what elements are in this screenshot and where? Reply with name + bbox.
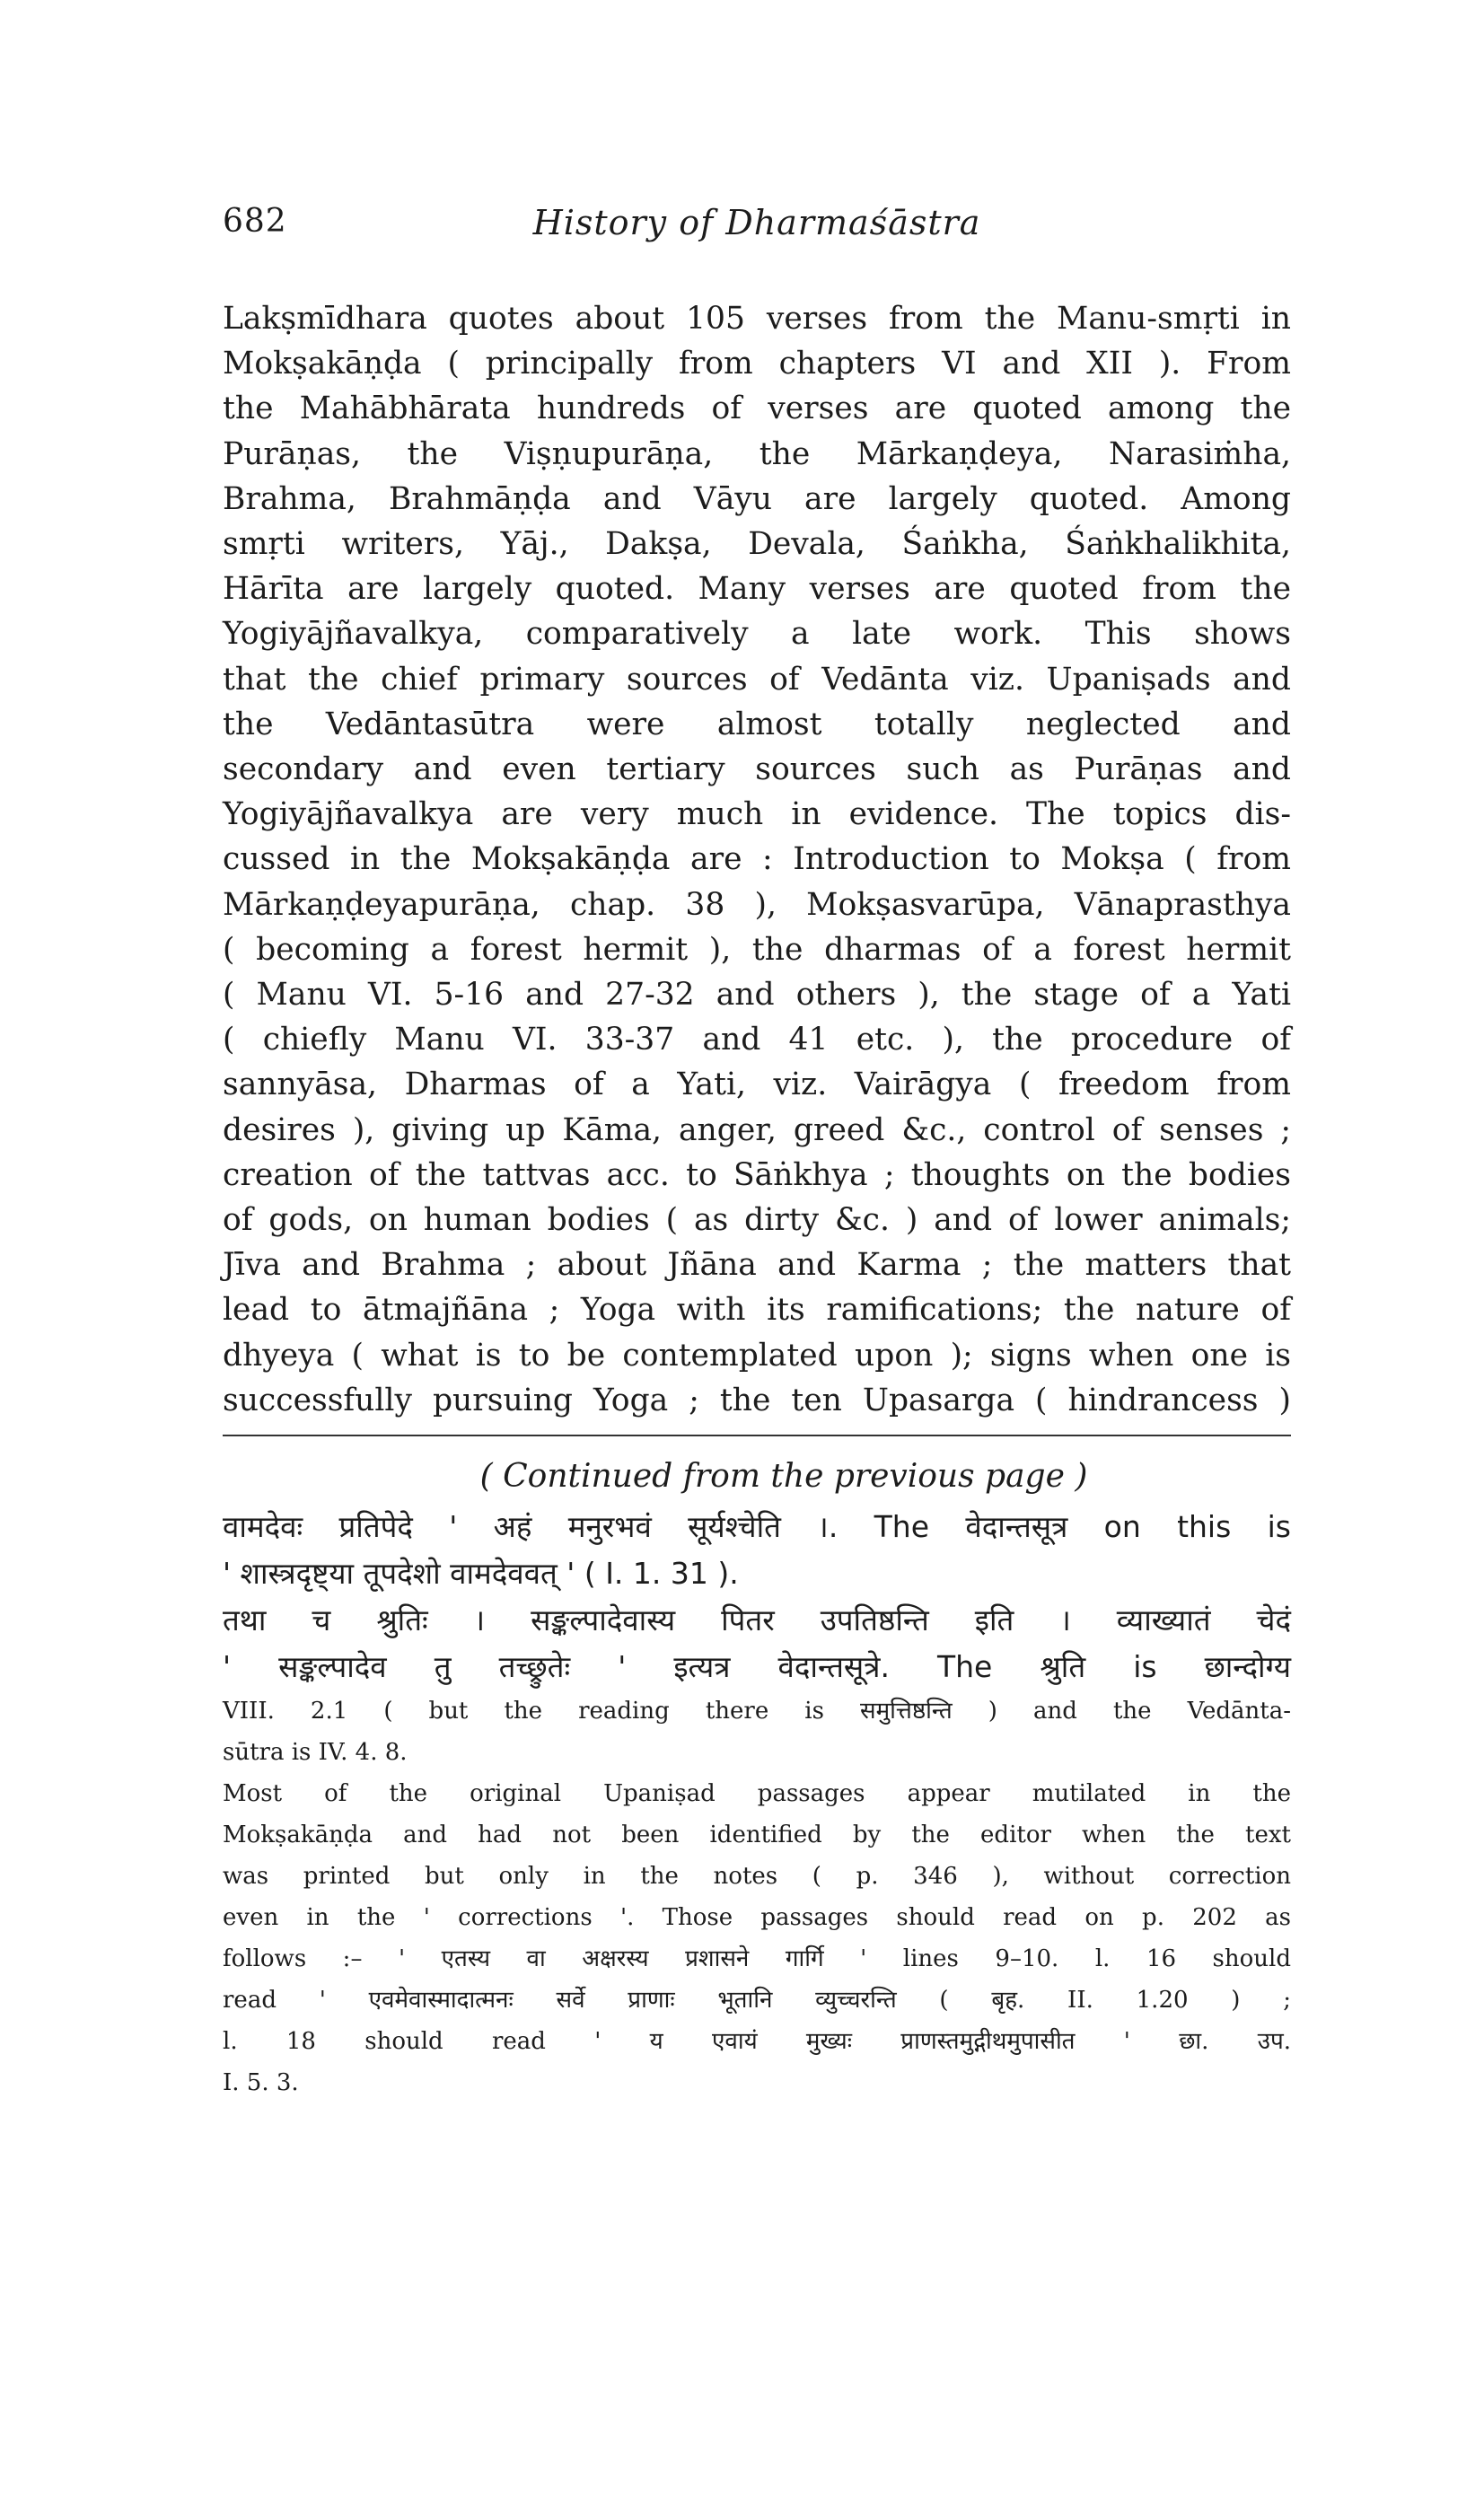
page-header <box>223 203 1291 257</box>
footnote-line: I. 5. 3. <box>223 2069 299 2096</box>
running-title: History of Dharmaśāstra <box>532 203 981 242</box>
footnote-line: VIII. 2.1 ( but the reading there is समुत्तिष्ठन्ति ) and the Vedānta- <box>223 1698 1291 1725</box>
footnote-line: Mokṣakāṇḍa and had not been identified by the editor when the text <box>223 1822 1291 1848</box>
footnote-line: ' सङ्कल्पादेव तु तच्छ्रुतेः ' इत्यत्र वेदान्तसूत्रे. The श्रुति is छान्दोग्य <box>223 1649 1291 1684</box>
text-line: creation of the tattvas acc. to Sāṅkhya ; thoughts on the bodies <box>223 1156 1291 1193</box>
text-line: cussed in the Mokṣakāṇḍa are : Introduction to Mokṣa ( from <box>223 841 1291 878</box>
text-line: successfully pursuing Yoga ; the ten Upasarga ( hindrancess ) <box>223 1382 1291 1418</box>
footnote-line: was printed but only in the notes ( p. 346 ), without correction <box>223 1863 1291 1890</box>
footnotes <box>223 1450 1291 2103</box>
footnote-line: ' शास्त्रदृष्ट्या तूपदेशो वामदेववत् ' ( I. 1. 31 ). <box>223 1556 739 1591</box>
text-line: ( Manu VI. 5-16 and 27-32 and others ), the stage of a Yati <box>223 977 1291 1014</box>
footnote-continued-label: ( Continued from the previous page ) <box>479 1458 1088 1495</box>
text-line: ( becoming a forest hermit ), the dharmas of a forest hermit <box>223 931 1291 968</box>
footnote-line: sūtra is IV. 4. 8. <box>223 1739 408 1766</box>
text-line: ( chiefly Manu VI. 33-37 and 41 etc. ), the procedure of <box>223 1022 1291 1058</box>
footnote-line: l. 18 should read ' य एवायं मुख्यः प्राणस्तमुद्गीथमुपासीत ' छा. उप. <box>223 2028 1291 2055</box>
text-line: the Vedāntasūtra were almost totally neglected and <box>223 706 1291 742</box>
footnote-line: read ' एवमेवास्मादात्मनः सर्वे प्राणाः भूतानि व्युच्चरन्ति ( बृह. II. 1.20 ) ; <box>223 1987 1291 2014</box>
main-text-body <box>223 296 1291 1423</box>
text-line: Yogiyājñavalkya, comparatively a late work. This shows <box>223 616 1291 653</box>
text-line: Hārīta are largely quoted. Many verses are quoted from the <box>223 571 1291 608</box>
text-line: Lakṣmīdhara quotes about 105 verses from the Manu-smṛti in <box>223 301 1291 337</box>
footnote-line: even in the ' corrections '. Those passages should read on p. 202 as <box>223 1904 1291 1931</box>
text-line: that the chief primary sources of Vedānta viz. Upaniṣads and <box>223 661 1291 698</box>
text-line: lead to ātmajñāna ; Yoga with its ramifications; the nature of <box>223 1292 1291 1329</box>
footnote-line: वामदेवः प्रतिपेदे ' अहं मनुरभवं सूर्यश्चेति ।. The वेदान्तसूत्र on this is <box>223 1509 1291 1544</box>
text-line: sannyāsa, Dharmas of a Yati, viz. Vairāgya ( freedom from <box>223 1067 1291 1103</box>
text-line: Purāṇas, the Viṣṇupurāṇa, the Mārkaṇḍeya, Narasiṁha, <box>223 435 1291 472</box>
text-line: Brahma, Brahmāṇḍa and Vāyu are largely quoted. Among <box>223 480 1291 517</box>
footnote-line: तथा च श्रुतिः । सङ्कल्पादेवास्य पितर उपतिष्ठन्ति इति । व्याख्यातं चेदं <box>223 1602 1291 1637</box>
text-line: desires ), giving up Kāma, anger, greed &c., control of senses ; <box>223 1111 1291 1148</box>
text-line: Mokṣakāṇḍa ( principally from chapters VI and XII ). From <box>223 346 1291 382</box>
text-line: Jīva and Brahma ; about Jñāna and Karma ; the matters that <box>223 1247 1291 1284</box>
footnote-divider <box>223 1435 1291 1436</box>
footnote-line: follows :– ' एतस्य वा अक्षरस्य प्रशासने गार्गि ' lines 9–10. l. 16 should <box>223 1945 1291 1972</box>
text-line: smṛti writers, Yāj., Dakṣa, Devala, Śaṅkha, Śaṅkhalikhita, <box>223 526 1291 563</box>
text-line: secondary and even tertiary sources such as Purāṇas and <box>223 751 1291 788</box>
text-line: Mārkaṇḍeyapurāṇa, chap. 38 ), Mokṣasvarūpa, Vānaprasthya <box>223 886 1291 923</box>
text-line: dhyeya ( what is to be contemplated upon ); signs when one is <box>223 1337 1291 1374</box>
text-line: of gods, on human bodies ( as dirty &c. ) and of lower animals; <box>223 1202 1291 1239</box>
text-line: the Mahābhārata hundreds of verses are quoted among the <box>223 391 1291 427</box>
text-line: Yogiyājñavalkya are very much in evidence. The topics dis- <box>223 796 1291 833</box>
footnote-line: Most of the original Upaniṣad passages appear mutilated in the <box>223 1780 1291 1807</box>
page-number: 682 <box>223 203 287 240</box>
